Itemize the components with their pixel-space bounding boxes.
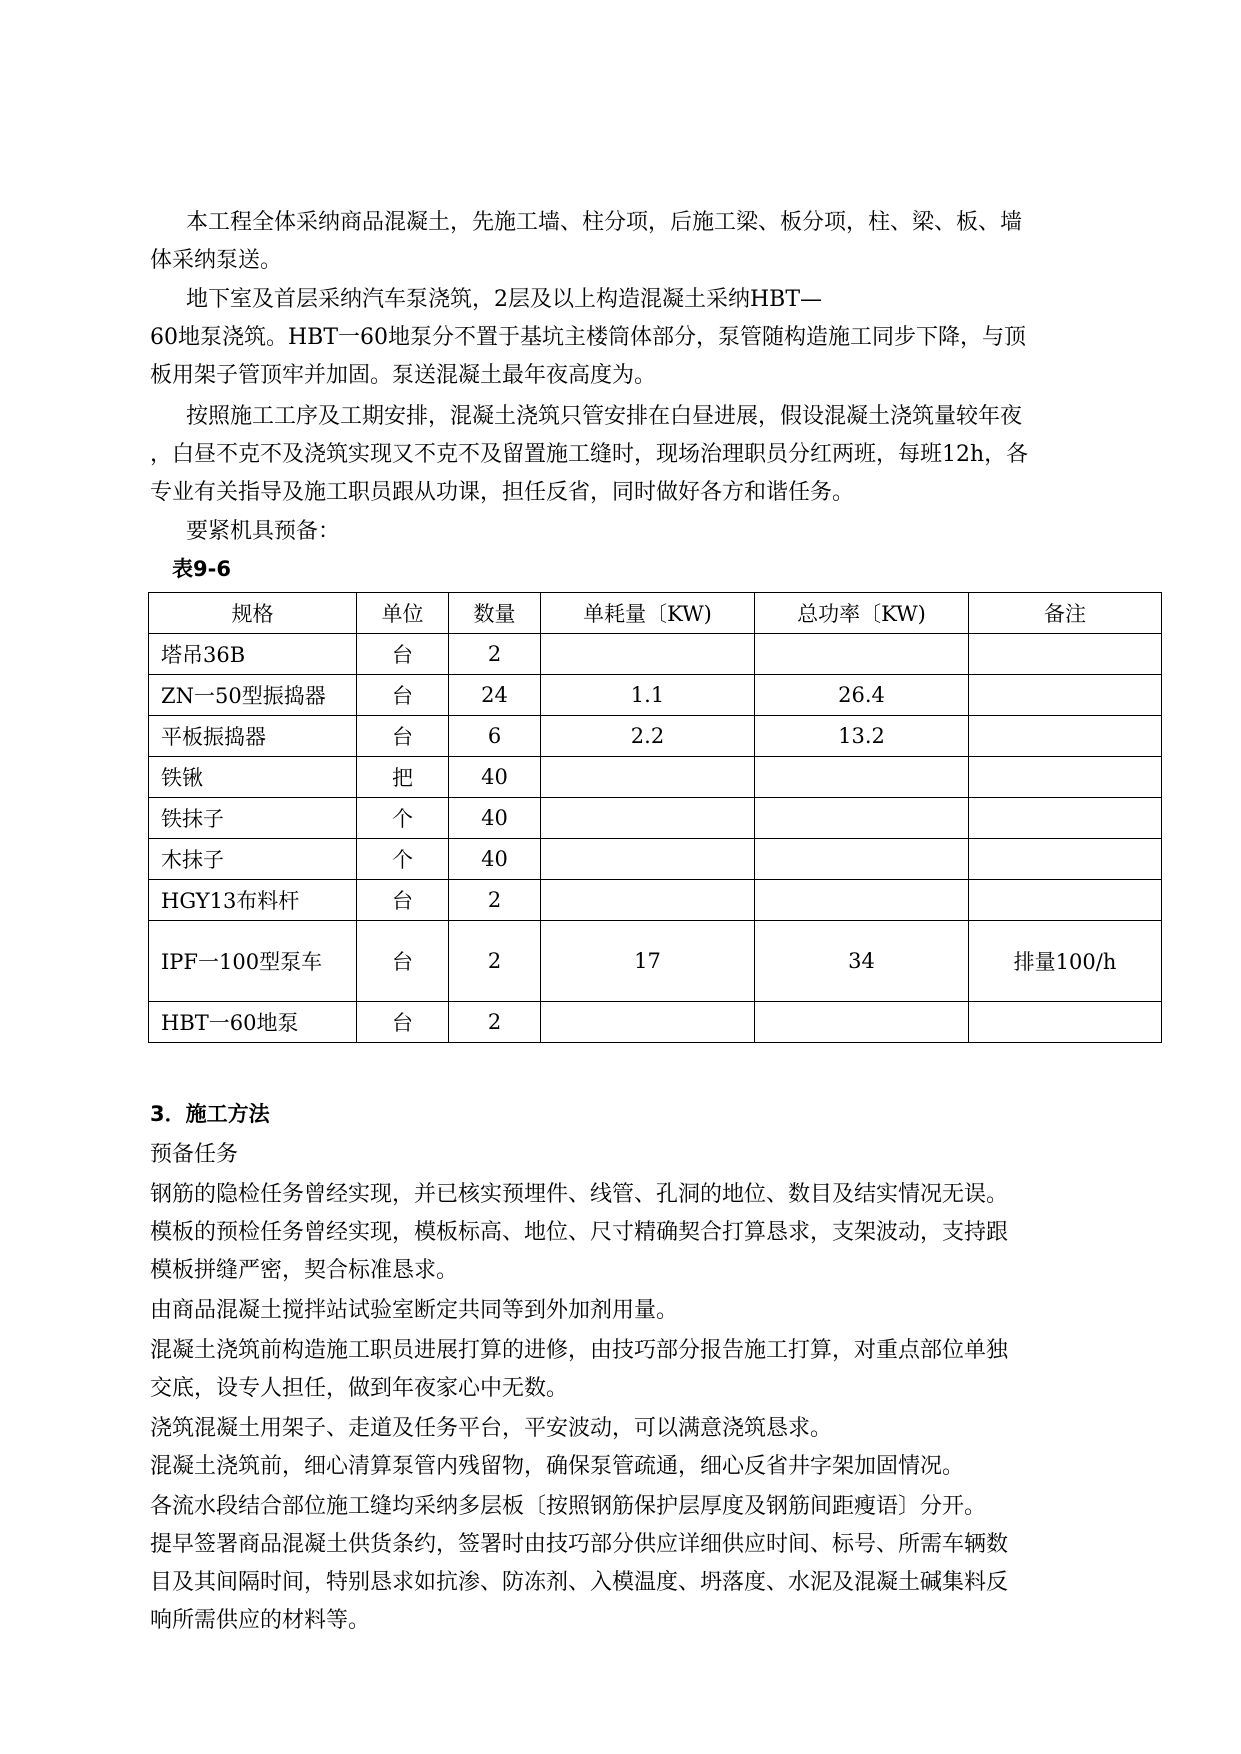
section-line: 提早签署商品混凝土供货条约，签署时由技巧部分供应详细供应时间、标号、所需车辆数 xyxy=(150,1532,1009,1557)
header-quantity: 数量 xyxy=(449,593,541,634)
cell-spec: 铁锹 xyxy=(149,757,357,798)
table-row xyxy=(149,716,1162,757)
table-row xyxy=(149,675,1162,716)
section-line: 钢筋的隐检任务曾经实现，并已核实预埋件、线管、孔洞的地位、数目及结实情况无误。 xyxy=(150,1182,1009,1207)
header-unit-power: 单耗量〔KW) xyxy=(541,593,755,634)
equipment-table xyxy=(148,592,1162,1043)
section-line: 模板的预检任务曾经实现，模板标高、地位、尺寸精确契合打算恳求，支架波动，支持跟 xyxy=(150,1220,1009,1245)
cell-unit: 台 xyxy=(357,921,449,1002)
cell-quantity: 2 xyxy=(449,880,541,921)
intro-para3-line1: 按照施工工序及工期安排，混凝土浇筑只管安排在白昼进展，假设混凝土浇筑量较年夜 xyxy=(186,404,1023,429)
intro-para1-line1: 本工程全体采纳商品混凝土，先施工墙、柱分项，后施工梁、板分项，柱、梁、板、墙 xyxy=(186,210,1023,235)
cell-quantity: 6 xyxy=(449,716,541,757)
intro-para3-line2: ，白昼不克不及浇筑实现又不克不及留置施工缝时，现场治理职员分红两班，每班12h，各 xyxy=(150,442,1029,467)
cell-remarks xyxy=(969,1002,1162,1043)
cell-remarks: 排量100/h xyxy=(969,921,1162,1002)
section-line: 模板拼缝严密，契合标准恳求。 xyxy=(150,1258,459,1283)
table-row xyxy=(149,798,1162,839)
intro-para2-line2: 60地泵浇筑。HBT一60地泵分不置于基坑主楼筒体部分，泵管随构造施工同步下降，与顶 xyxy=(150,325,1027,350)
table-row xyxy=(149,634,1162,675)
cell-unit: 台 xyxy=(357,880,449,921)
table-row xyxy=(149,880,1162,921)
section-line: 目及其间隔时间，特别恳求如抗渗、防冻剂、入模温度、坍落度、水泥及混凝土碱集料反 xyxy=(150,1570,1009,1595)
cell-quantity: 24 xyxy=(449,675,541,716)
cell-unit: 台 xyxy=(357,675,449,716)
cell-unit-power xyxy=(541,880,755,921)
section-line: 响所需供应的材料等。 xyxy=(150,1608,371,1633)
cell-total-power: 13.2 xyxy=(755,716,969,757)
section-line: 由商品混凝土搅拌站试验室断定共同等到外加剂用量。 xyxy=(150,1298,679,1323)
cell-unit-power: 17 xyxy=(541,921,755,1002)
cell-spec: 塔吊36B xyxy=(149,634,357,675)
cell-spec: IPF一100型泵车 xyxy=(149,921,357,1002)
cell-spec: 木抹子 xyxy=(149,839,357,880)
cell-unit: 个 xyxy=(357,839,449,880)
cell-total-power xyxy=(755,1002,969,1043)
table-caption: 表9-6 xyxy=(172,557,231,581)
cell-unit-power xyxy=(541,634,755,675)
cell-unit-power: 2.2 xyxy=(541,716,755,757)
cell-quantity: 2 xyxy=(449,921,541,1002)
cell-unit-power xyxy=(541,757,755,798)
cell-unit: 台 xyxy=(357,1002,449,1043)
cell-total-power xyxy=(755,634,969,675)
intro-para3-line3: 专业有关指导及施工职员跟从功课，担任反省，同时做好各方和谐任务。 xyxy=(150,480,855,505)
section-line: 混凝土浇筑前构造施工职员进展打算的进修，由技巧部分报告施工打算，对重点部位单独 xyxy=(150,1338,1009,1363)
header-unit: 单位 xyxy=(357,593,449,634)
cell-remarks xyxy=(969,880,1162,921)
cell-remarks xyxy=(969,716,1162,757)
intro-para2-line1: 地下室及首层采纳汽车泵浇筑，2层及以上构造混凝土采纳HBT— xyxy=(186,287,823,312)
header-remarks: 备注 xyxy=(969,593,1162,634)
cell-unit-power: 1.1 xyxy=(541,675,755,716)
section-line: 预备任务 xyxy=(150,1142,239,1167)
cell-remarks xyxy=(969,839,1162,880)
section-line: 各流水段结合部位施工缝均采纳多层板〔按照钢筋保护层厚度及钢筋间距瘦语〕分开。 xyxy=(150,1494,987,1519)
table-row xyxy=(149,757,1162,798)
cell-remarks xyxy=(969,757,1162,798)
table-row xyxy=(149,839,1162,880)
section-heading: 3．施工方法 xyxy=(150,1102,270,1126)
header-spec: 规格 xyxy=(149,593,357,634)
table-row xyxy=(149,921,1162,1002)
cell-total-power xyxy=(755,798,969,839)
cell-unit: 把 xyxy=(357,757,449,798)
cell-spec: HBT一60地泵 xyxy=(149,1002,357,1043)
cell-unit: 个 xyxy=(357,798,449,839)
cell-spec: HGY13布料杆 xyxy=(149,880,357,921)
cell-quantity: 40 xyxy=(449,798,541,839)
header-total-power: 总功率〔KW) xyxy=(755,593,969,634)
cell-total-power xyxy=(755,839,969,880)
cell-quantity: 2 xyxy=(449,634,541,675)
cell-unit-power xyxy=(541,839,755,880)
cell-spec: ZN一50型振捣器 xyxy=(149,675,357,716)
cell-total-power xyxy=(755,757,969,798)
cell-remarks xyxy=(969,798,1162,839)
section-line: 混凝土浇筑前，细心清算泵管内残留物，确保泵管疏通，细心反省井字架加固情况。 xyxy=(150,1454,965,1479)
cell-spec: 平板振捣器 xyxy=(149,716,357,757)
cell-unit-power xyxy=(541,1002,755,1043)
table-header-row xyxy=(149,593,1162,634)
cell-total-power: 26.4 xyxy=(755,675,969,716)
intro-para4: 要紧机具预备： xyxy=(186,519,341,544)
table-row xyxy=(149,1002,1162,1043)
cell-quantity: 2 xyxy=(449,1002,541,1043)
cell-remarks xyxy=(969,634,1162,675)
intro-para2-line3: 板用架子管顶牢并加固。泵送混凝土最年夜高度为。 xyxy=(150,363,657,388)
cell-quantity: 40 xyxy=(449,839,541,880)
cell-remarks xyxy=(969,675,1162,716)
cell-unit-power xyxy=(541,798,755,839)
cell-quantity: 40 xyxy=(449,757,541,798)
cell-total-power xyxy=(755,880,969,921)
intro-para1-line2: 体采纳泵送。 xyxy=(150,248,283,273)
cell-unit: 台 xyxy=(357,634,449,675)
section-line: 浇筑混凝土用架子、走道及任务平台，平安波动，可以满意浇筑恳求。 xyxy=(150,1416,833,1441)
section-line: 交底，设专人担任，做到年夜家心中无数。 xyxy=(150,1376,569,1401)
cell-spec: 铁抹子 xyxy=(149,798,357,839)
cell-unit: 台 xyxy=(357,716,449,757)
cell-total-power: 34 xyxy=(755,921,969,1002)
